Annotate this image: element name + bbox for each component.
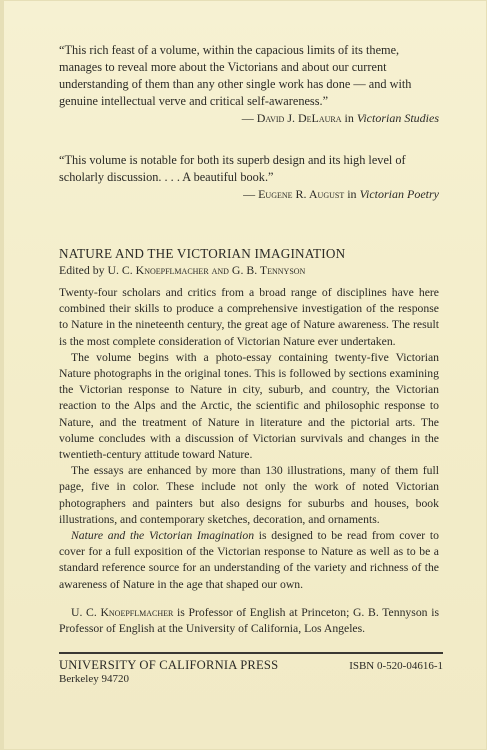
description-paragraph: Twenty-four scholars and critics from a broad range of disciplines have here combined their skills to produce a comprehensive investigation of the response to Nature in the nineteenth century, the great age of Nature awareness. The result is the most complete consideration of Victorian Nature ever undertaken. [59,286,439,348]
quote-source: Victorian Studies [356,111,439,125]
quote-text: “This rich feast of a volume, within the capacious limits of its theme, manages to reveal more about the Victorians and about our current understanding of them than any other single work has done — and with genuine intellectual verve and critical self-awareness.” [59,43,412,108]
quote-in: in [344,111,354,125]
publisher-city: Berkeley 94720 [59,673,129,685]
description-paragraph: The essays are enhanced by more than 130 illustrations, many of them full page, five in color. These include not only the work of noted Victorian photographers and painters but also designs for suburbs and houses, book illustrations, and contemporary sketches, decoration, and ornaments. [59,464,439,526]
about-editors [59,605,439,637]
book-title: NATURE AND THE VICTORIAN IMAGINATION [59,246,346,261]
book-editors [59,263,439,278]
editor-name: G. B. Tennyson [231,263,306,277]
description-paragraph [59,528,439,593]
review-quote-2 [59,152,439,203]
footer-rule [59,652,443,654]
quote-attribution [59,186,439,203]
isbn: ISBN 0-520-04616-1 [349,660,443,672]
description-text: is designed to be read from cover to cover for a full exposition of the Victorian response to Nature as well as to be a standard reference source for an understanding of the variety and richness of the awareness of Nature in the age that shaped our own. [59,529,439,591]
quote-text: “This volume is notable for both its superb design and its high level of scholarly discussion. . . . A beautiful book.” [59,153,406,184]
description-paragraph: The volume begins with a photo-essay containing twenty-five Victorian Nature photographs in the original tones. This is followed by sections examining the Victorian response to Nature in city, suburb, and country, the Victorian reaction to the Alps and the Arctic, the scientific and philosophic response to Nature, and the treatment of Nature in literature and the pictorial arts. The volume concludes with a discussion of Victorian survivals and changes in the twentieth-century attitude toward Nature. [59,350,439,462]
quote-attribution [59,110,439,127]
book-title-inline: Nature and the Victorian Imagination [71,529,255,543]
review-quote-1 [59,42,439,127]
editor-name: U. C. Knoepflmacher [107,263,209,277]
publisher-name: UNIVERSITY OF CALIFORNIA PRESS [59,658,279,672]
quote-author: — David J. DeLaura [241,111,342,125]
book-description [59,285,439,637]
cover-edge [0,0,4,750]
quote-in: in [347,187,357,201]
edited-by-label: Edited by [59,263,105,277]
editor-name: U. C. Knoepflmacher [71,605,174,619]
quote-author: — Eugene R. August [243,187,345,201]
quote-source: Victorian Poetry [359,187,439,201]
and-label: and [211,263,229,277]
about-text: is Professor of English at Princeton; G. B. Tennyson is Professor of English at the University of California, Los Angeles. [59,605,439,636]
